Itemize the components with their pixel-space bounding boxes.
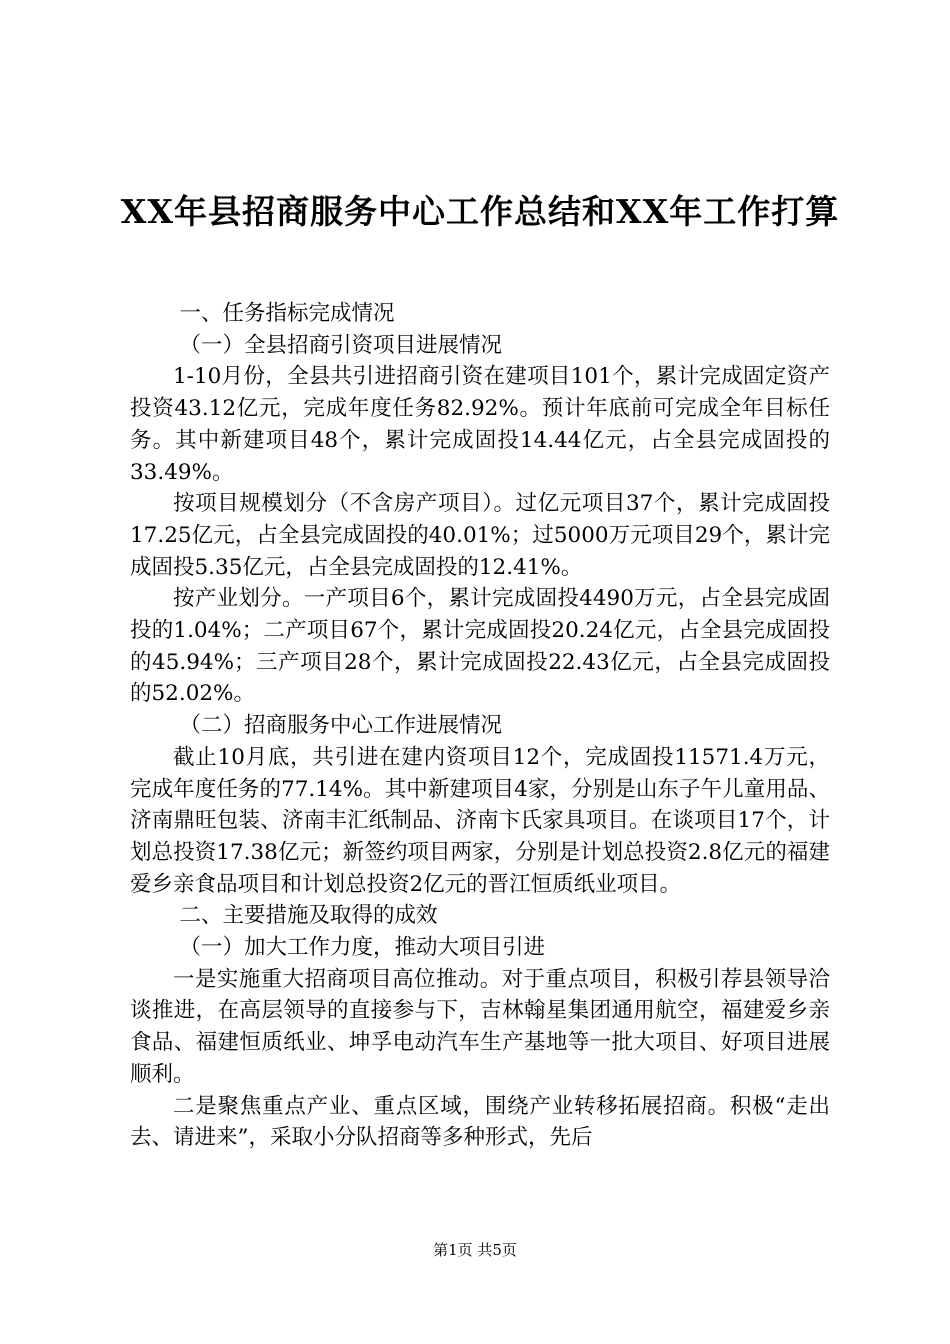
subsection-heading-1-2: （二）招商服务中心工作进展情况 — [179, 713, 502, 739]
section-heading-1: 一、任务指标完成情况 — [179, 301, 395, 326]
subsection-heading-1-1: （一）全县招商引资项目进展情况 — [179, 332, 502, 358]
paragraph-industry: 按产业划分。一产项目6个，累计完成固投4490万元，占全县完成固投的1.04%；二产项目67个，累计完成固投20.24亿元，占全县完成固投的45.94%；三产项目28个，累计完成固投22.43亿元，占全县完成固投的52.02%。 — [130, 586, 830, 707]
paragraph-measure-1: 一是实施重大招商项目高位推动。对于重点项目，积极引荐县领导洽谈推进，在高层领导的直接参与下，吉林翰星集团通用航空，福建爱乡亲食品、福建恒质纸业、坤孚电动汽车生产基地等一批大项目、好项目进展顺利。 — [130, 966, 830, 1087]
section-heading-2: 二、主要措施及取得的成效 — [179, 903, 438, 929]
paragraph-center-progress: 截止10月底，共引进在建内资项目12个，完成固投11571.4万元，完成年度任务的77.14%。其中新建项目4家，分别是山东子午儿童用品、济南鼎旺包装、济南丰汇纸制品、济南卞氏家具项目。在谈项目17个，计划总投资17.38亿元；新签约项目两家，分别是计划总投资2.8亿元的福建爱乡亲食品项目和计划总投资2亿元的晋江恒质纸业项目。 — [130, 744, 830, 897]
paragraph-project-overview: 1-10月份，全县共引进招商引资在建项目101个，累计完成固定资产投资43.12亿元，完成年度任务82.92%。预计年底前可完成全年目标任务。其中新建项目48个，累计完成固投14.44亿元，占全县完成固投的33.49%。 — [130, 364, 830, 485]
subsection-heading-2-1: （一）加大工作力度，推动大项目引进 — [179, 935, 545, 961]
page-number: 第1页 共5页 — [433, 1241, 517, 1259]
document-body — [130, 298, 830, 1154]
paragraph-project-scale: 按项目规模划分（不含房产项目）。过亿元项目37个，累计完成固投17.25亿元，占全县完成固投的40.01%；过5000万元项目29个，累计完成固投5.35亿元，占全县完成固投的12.41%。 — [130, 491, 830, 580]
paragraph-measure-2: 二是聚焦重点产业、重点区域，围绕产业转移拓展招商。积极“走出去、请进来”，采取小分队招商等多种形式，先后 — [130, 1093, 830, 1151]
document-title: XX年县招商服务中心工作总结和XX年工作打算 — [120, 192, 840, 231]
